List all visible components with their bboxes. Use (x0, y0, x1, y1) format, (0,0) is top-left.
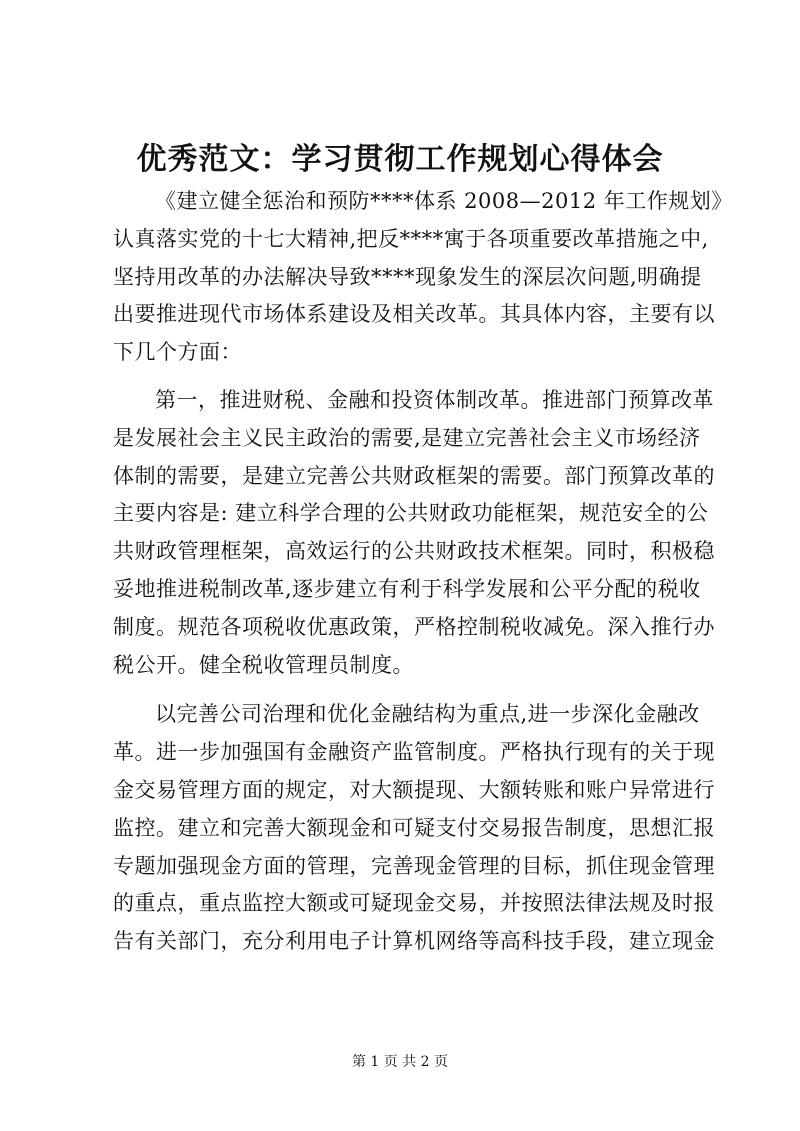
body-line: 体制的需要，是建立完善公共财政框架的需要。部门预算改革的 (113, 463, 715, 488)
body-line: 主要内容是: 建立科学合理的公共财政功能框架，规范安全的公 (113, 501, 709, 526)
body-line: 认真落实党的十七大精神,把反****寓于各项重要改革措施之中, (113, 226, 709, 251)
page-footer: 第 1 页 共 2 页 (351, 1054, 449, 1070)
body-line: 以完善公司治理和优化金融结构为重点,进一步深化金融改 (155, 702, 700, 727)
body-line: 《建立健全惩治和预防****体系 2008—2012 年工作规划》 (155, 189, 733, 213)
document-title: 优秀范文：学习贯彻工作规划心得体会 (136, 142, 664, 177)
body-line: 税公开。健全税收管理员制度。 (113, 652, 414, 677)
body-line: 告有关部门，充分利用电子计算机网络等高科技手段，建立现金 (113, 929, 715, 954)
body-line: 革。进一步加强国有金融资产监管制度。严格执行现有的关于现 (113, 740, 715, 765)
body-line: 是发展社会主义民主政治的需要,是建立完善社会主义市场经济 (113, 425, 701, 450)
body-line: 坚持用改革的办法解决导致****现象发生的深层次问题,明确提 (113, 264, 702, 289)
body-line: 金交易管理方面的规定，对大额提现、大额转账和账户异常进行 (113, 777, 715, 802)
document-body (113, 183, 733, 961)
body-line: 妥地推进税制改革,逐步建立有利于科学发展和公平分配的税收 (113, 576, 701, 601)
body-line: 下几个方面： (113, 340, 242, 365)
body-line: 的重点，重点监控大额或可疑现金交易，并按照法律法规及时报 (113, 891, 715, 916)
body-line: 共财政管理框架，高效运行的公共财政技术框架。同时，积极稳 (113, 539, 715, 564)
body-line: 监控。建立和完善大额现金和可疑支付交易报告制度，思想汇报 (113, 815, 715, 840)
body-line: 专题加强现金方面的管理，完善现金管理的目标，抓住现金管理 (113, 853, 715, 878)
body-line: 出要推进现代市场体系建设及相关改革。其具体内容，主要有以 (113, 302, 715, 327)
body-line: 制度。规范各项税收优惠政策，严格控制税收减免。深入推行办 (113, 614, 715, 639)
body-line: 第一，推进财税、金融和投资体制改革。推进部门预算改革 (155, 387, 714, 412)
